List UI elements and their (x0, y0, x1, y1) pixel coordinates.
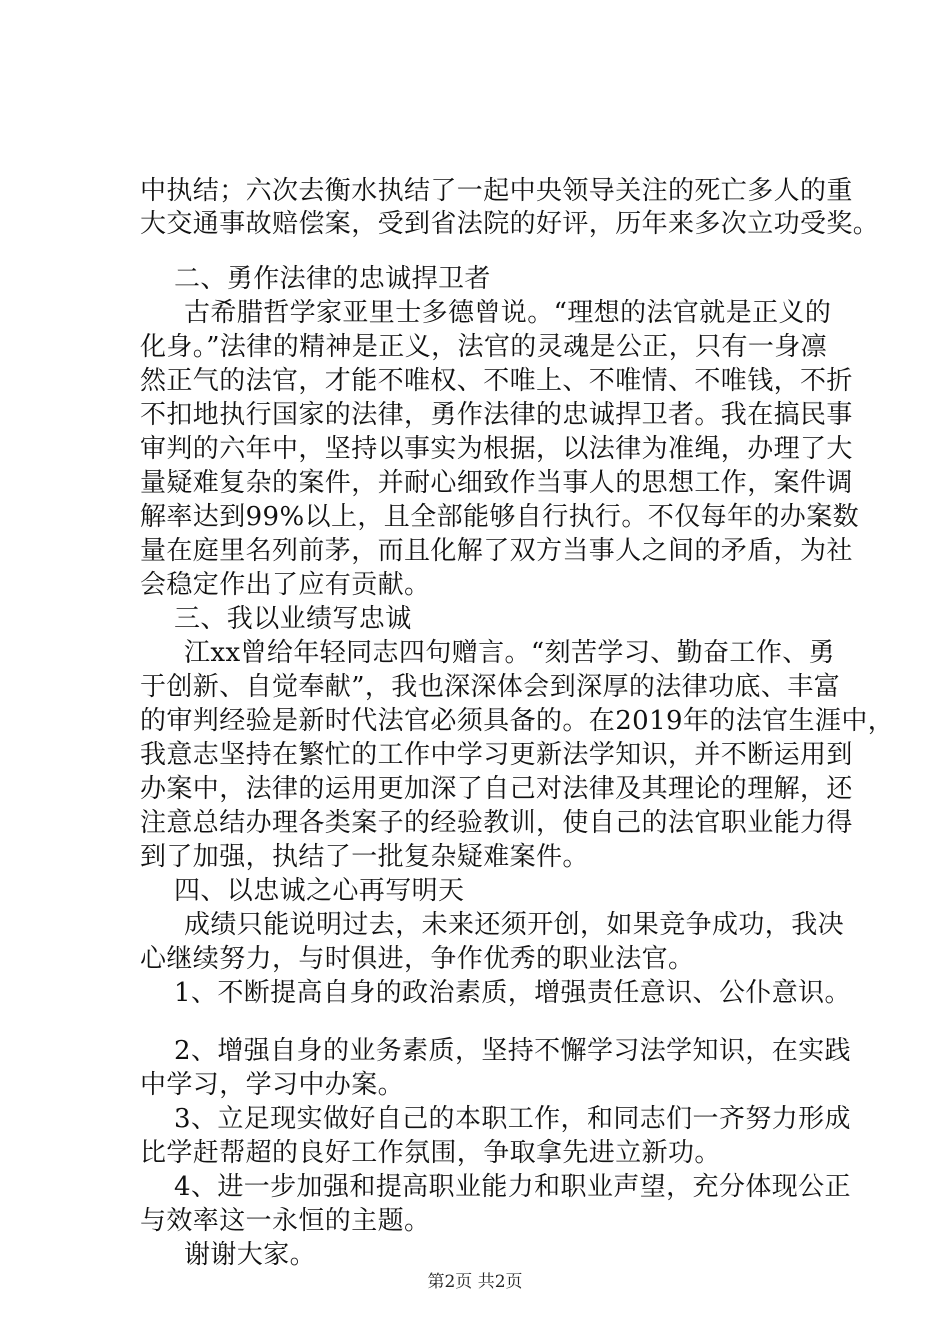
body-text-line: 办案中，法律的运用更加深了自己对法律及其理论的理解，还 (140, 774, 853, 804)
body-text-line: 解率达到99%以上，且全部能够自行执行。不仅每年的办案数 (140, 502, 859, 532)
body-text-line: 量在庭里名列前茅，而且化解了双方当事人之间的矛盾，为社 (140, 536, 853, 566)
list-item: 1、不断提高自身的政治素质，增强责任意识、公仆意识。 (174, 978, 851, 1008)
body-text-line: 江xx曾给年轻同志四句赠言。“刻苦学习、勤奋工作、勇 (184, 638, 836, 668)
section-heading: 四、以忠诚之心再写明天 (174, 876, 465, 906)
list-item: 2、增强自身的业务素质，坚持不懈学习法学知识，在实践 (174, 1036, 851, 1066)
body-text-line: 成绩只能说明过去，未来还须开创，如果竞争成功，我决 (184, 910, 845, 940)
section-heading: 二、勇作法律的忠诚捍卫者 (174, 264, 491, 294)
body-text-line: 不扣地执行国家的法律，勇作法律的忠诚捍卫者。我在搞民事 (140, 400, 853, 430)
list-item: 3、立足现实做好自己的本职工作，和同志们一齐努力形成 (174, 1104, 851, 1134)
section-heading: 三、我以业绩写忠诚 (174, 604, 412, 634)
body-text-line: 比学赶帮超的良好工作氛围，争取拿先进立新功。 (140, 1138, 721, 1168)
body-text-line: 于创新、自觉奉献”，我也深深体会到深厚的法律功底、丰富 (140, 672, 841, 702)
closing-line: 谢谢大家。 (184, 1240, 317, 1270)
body-text-line: 注意总结办理各类案子的经验教训，使自己的法官职业能力得 (140, 808, 853, 838)
list-item: 4、进一步加强和提高职业能力和职业声望，充分体现公正 (174, 1172, 851, 1202)
body-text-line: 大交通事故赔偿案，受到省法院的好评，历年来多次立功受奖。 (140, 209, 880, 239)
body-text-line: 会稳定作出了应有贡献。 (140, 570, 431, 600)
body-text-line: 古希腊哲学家亚里士多德曾说。“理想的法官就是正义的 (184, 298, 832, 328)
page-footer: 第2页 共2页 (427, 1272, 523, 1292)
body-text-line: 然正气的法官，才能不唯权、不唯上、不唯情、不唯钱，不折 (140, 366, 853, 396)
body-text-line: 与效率这一永恒的主题。 (140, 1206, 431, 1236)
body-text-line: 审判的六年中，坚持以事实为根据，以法律为准绳，办理了大 (140, 434, 853, 464)
body-text-line: 量疑难复杂的案件，并耐心细致作当事人的思想工作，案件调 (140, 468, 853, 498)
body-text-line: 我意志坚持在繁忙的工作中学习更新法学知识，并不断运用到 (140, 740, 853, 770)
body-text-line: 心继续努力，与时俱进，争作优秀的职业法官。 (140, 944, 695, 974)
body-text-line: 中执结；六次去衡水执结了一起中央领导关注的死亡多人的重 (140, 176, 853, 206)
body-text-line: 中学习，学习中办案。 (140, 1070, 405, 1100)
body-text-line: 到了加强，执结了一批复杂疑难案件。 (140, 842, 589, 872)
body-text-line: 化身。”法律的精神是正义，法官的灵魂是公正，只有一身凛 (140, 332, 828, 362)
body-text-line: 的审判经验是新时代法官必须具备的。在2019年的法官生涯中， (140, 706, 895, 736)
